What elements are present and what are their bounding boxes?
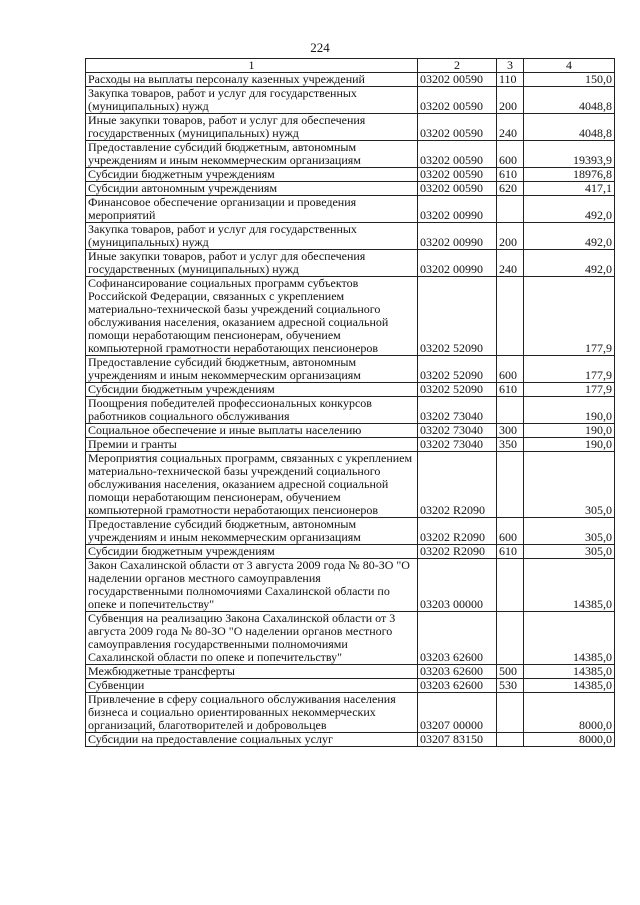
- row-code: 03202 73040: [418, 424, 497, 438]
- row-code: 03203 62600: [418, 679, 497, 693]
- header-col-name: 1: [86, 59, 418, 73]
- header-row: [86, 59, 615, 73]
- row-sum: 14385,0: [524, 665, 615, 679]
- row-name: Закупка товаров, работ и услуг для государственных (муниципальных) нужд: [86, 87, 418, 114]
- table-row: [86, 141, 615, 168]
- row-name: Субвенции: [86, 679, 418, 693]
- table-row: [86, 612, 615, 665]
- row-name: Расходы на выплаты персоналу казенных учреждений: [86, 73, 418, 87]
- table-row: [86, 356, 615, 383]
- table-row: [86, 518, 615, 545]
- row-name: Предоставление субсидий бюджетным, автономным учреждениям и иным некоммерческим организациям: [86, 141, 418, 168]
- table-row: [86, 87, 615, 114]
- row-code: 03207 00000: [418, 693, 497, 733]
- row-vr: 600: [497, 141, 524, 168]
- row-code: 03202 00990: [418, 250, 497, 277]
- row-name: Субвенция на реализацию Закона Сахалинской области от 3 августа 2009 года № 80-ЗО "О наделении органов местного самоуправления государственными полномочиями Сахалинской области по опеке и попечительству": [86, 612, 418, 665]
- row-vr: 300: [497, 424, 524, 438]
- row-sum: 150,0: [524, 73, 615, 87]
- row-vr: 240: [497, 114, 524, 141]
- row-sum: 190,0: [524, 438, 615, 452]
- row-name: Предоставление субсидий бюджетным, автономным учреждениям и иным некоммерческим организациям: [86, 518, 418, 545]
- row-code: 03207 83150: [418, 733, 497, 747]
- row-name: Поощрения победителей профессиональных конкурсов работников социального обслуживания: [86, 397, 418, 424]
- table-row: [86, 250, 615, 277]
- table-row: [86, 168, 615, 182]
- row-sum: 177,9: [524, 277, 615, 356]
- row-name: Межбюджетные трансферты: [86, 665, 418, 679]
- row-code: 03202 00990: [418, 223, 497, 250]
- row-vr: [497, 693, 524, 733]
- row-name: Социальное обеспечение и иные выплаты населению: [86, 424, 418, 438]
- table-row: [86, 665, 615, 679]
- row-code: 03202 73040: [418, 438, 497, 452]
- row-code: 03202 00590: [418, 114, 497, 141]
- row-code: 03202 R2090: [418, 518, 497, 545]
- table-row: [86, 397, 615, 424]
- table-row: [86, 679, 615, 693]
- row-sum: 190,0: [524, 424, 615, 438]
- table-row: [86, 424, 615, 438]
- row-sum: 305,0: [524, 452, 615, 518]
- row-sum: 177,9: [524, 356, 615, 383]
- row-sum: 19393,9: [524, 141, 615, 168]
- table-row: [86, 73, 615, 87]
- table-row: [86, 196, 615, 223]
- row-name: Иные закупки товаров, работ и услуг для обеспечения государственных (муниципальных) нужд: [86, 250, 418, 277]
- row-name: Закупка товаров, работ и услуг для государственных (муниципальных) нужд: [86, 223, 418, 250]
- row-vr: [497, 277, 524, 356]
- row-code: 03202 52090: [418, 277, 497, 356]
- row-sum: 14385,0: [524, 559, 615, 612]
- row-code: 03202 00990: [418, 196, 497, 223]
- header-col-code: 2: [418, 59, 497, 73]
- row-sum: 4048,8: [524, 114, 615, 141]
- row-name: Субсидии бюджетным учреждениям: [86, 545, 418, 559]
- row-vr: [497, 559, 524, 612]
- row-code: 03202 R2090: [418, 452, 497, 518]
- row-vr: 200: [497, 87, 524, 114]
- header-col-vr: 3: [497, 59, 524, 73]
- table-row: [86, 277, 615, 356]
- row-code: 03202 00590: [418, 182, 497, 196]
- table-row: [86, 223, 615, 250]
- row-code: 03202 00590: [418, 141, 497, 168]
- row-code: 03202 00590: [418, 87, 497, 114]
- row-code: 03202 00590: [418, 168, 497, 182]
- row-name: Субсидии на предоставление социальных услуг: [86, 733, 418, 747]
- row-vr: [497, 452, 524, 518]
- row-name: Иные закупки товаров, работ и услуг для обеспечения государственных (муниципальных) нужд: [86, 114, 418, 141]
- row-vr: 200: [497, 223, 524, 250]
- row-code: 03203 00000: [418, 559, 497, 612]
- row-sum: 14385,0: [524, 679, 615, 693]
- header-col-sum: 4: [524, 59, 615, 73]
- table-row: [86, 383, 615, 397]
- row-name: Привлечение в сферу социального обслуживания населения бизнеса и социально ориентированных некоммерческих организаций, благотворителей и добровольцев: [86, 693, 418, 733]
- table-row: [86, 182, 615, 196]
- row-name: Финансовое обеспечение организации и проведения мероприятий: [86, 196, 418, 223]
- row-sum: 177,9: [524, 383, 615, 397]
- row-vr: [497, 196, 524, 223]
- row-sum: 492,0: [524, 196, 615, 223]
- row-vr: 600: [497, 518, 524, 545]
- row-vr: 110: [497, 73, 524, 87]
- row-vr: 620: [497, 182, 524, 196]
- row-sum: 190,0: [524, 397, 615, 424]
- table-row: [86, 545, 615, 559]
- row-sum: 14385,0: [524, 612, 615, 665]
- row-vr: 240: [497, 250, 524, 277]
- row-vr: 610: [497, 545, 524, 559]
- table-row: [86, 693, 615, 733]
- row-sum: 305,0: [524, 545, 615, 559]
- row-name: Софинансирование социальных программ субъектов Российской Федерации, связанных с укреплением материально-технической базы учреждений социального обслуживания населения, оказанием адресной социальной помощи неработающим пенсионерам, обучением компьютерной грамотности неработающих пенсионеров: [86, 277, 418, 356]
- row-name: Мероприятия социальных программ, связанных с укреплением материально-технической базы учреждений социального обслуживания населения, оказанием адресной социальной помощи неработающим пенсионерам, обучением компьютерной грамотности неработающих пенсионеров: [86, 452, 418, 518]
- row-name: Закон Сахалинской области от 3 августа 2009 года № 80-ЗО "О наделении органов местного самоуправления государственными полномочиями Сахалинской области по опеке и попечительству": [86, 559, 418, 612]
- row-sum: 492,0: [524, 223, 615, 250]
- row-vr: 610: [497, 168, 524, 182]
- budget-table: [85, 58, 615, 747]
- row-vr: 610: [497, 383, 524, 397]
- row-name: Субсидии бюджетным учреждениям: [86, 383, 418, 397]
- table-row: [86, 733, 615, 747]
- row-code: 03202 52090: [418, 356, 497, 383]
- row-vr: 500: [497, 665, 524, 679]
- row-vr: 350: [497, 438, 524, 452]
- row-vr: [497, 733, 524, 747]
- row-sum: 417,1: [524, 182, 615, 196]
- row-name: Предоставление субсидий бюджетным, автономным учреждениям и иным некоммерческим организациям: [86, 356, 418, 383]
- row-code: 03202 52090: [418, 383, 497, 397]
- row-code: 03202 00590: [418, 73, 497, 87]
- row-sum: 8000,0: [524, 693, 615, 733]
- table-row: [86, 559, 615, 612]
- row-name: Субсидии бюджетным учреждениям: [86, 168, 418, 182]
- row-sum: 4048,8: [524, 87, 615, 114]
- page-number: 224: [310, 40, 330, 55]
- row-name: Субсидии автономным учреждениям: [86, 182, 418, 196]
- row-code: 03202 R2090: [418, 545, 497, 559]
- row-vr: 600: [497, 356, 524, 383]
- row-vr: [497, 612, 524, 665]
- row-vr: [497, 397, 524, 424]
- row-sum: 8000,0: [524, 733, 615, 747]
- row-code: 03203 62600: [418, 665, 497, 679]
- row-sum: 18976,8: [524, 168, 615, 182]
- table-row: [86, 438, 615, 452]
- row-name: Премии и гранты: [86, 438, 418, 452]
- row-vr: 530: [497, 679, 524, 693]
- row-code: 03202 73040: [418, 397, 497, 424]
- row-code: 03203 62600: [418, 612, 497, 665]
- row-sum: 492,0: [524, 250, 615, 277]
- table-row: [86, 114, 615, 141]
- table-row: [86, 452, 615, 518]
- row-sum: 305,0: [524, 518, 615, 545]
